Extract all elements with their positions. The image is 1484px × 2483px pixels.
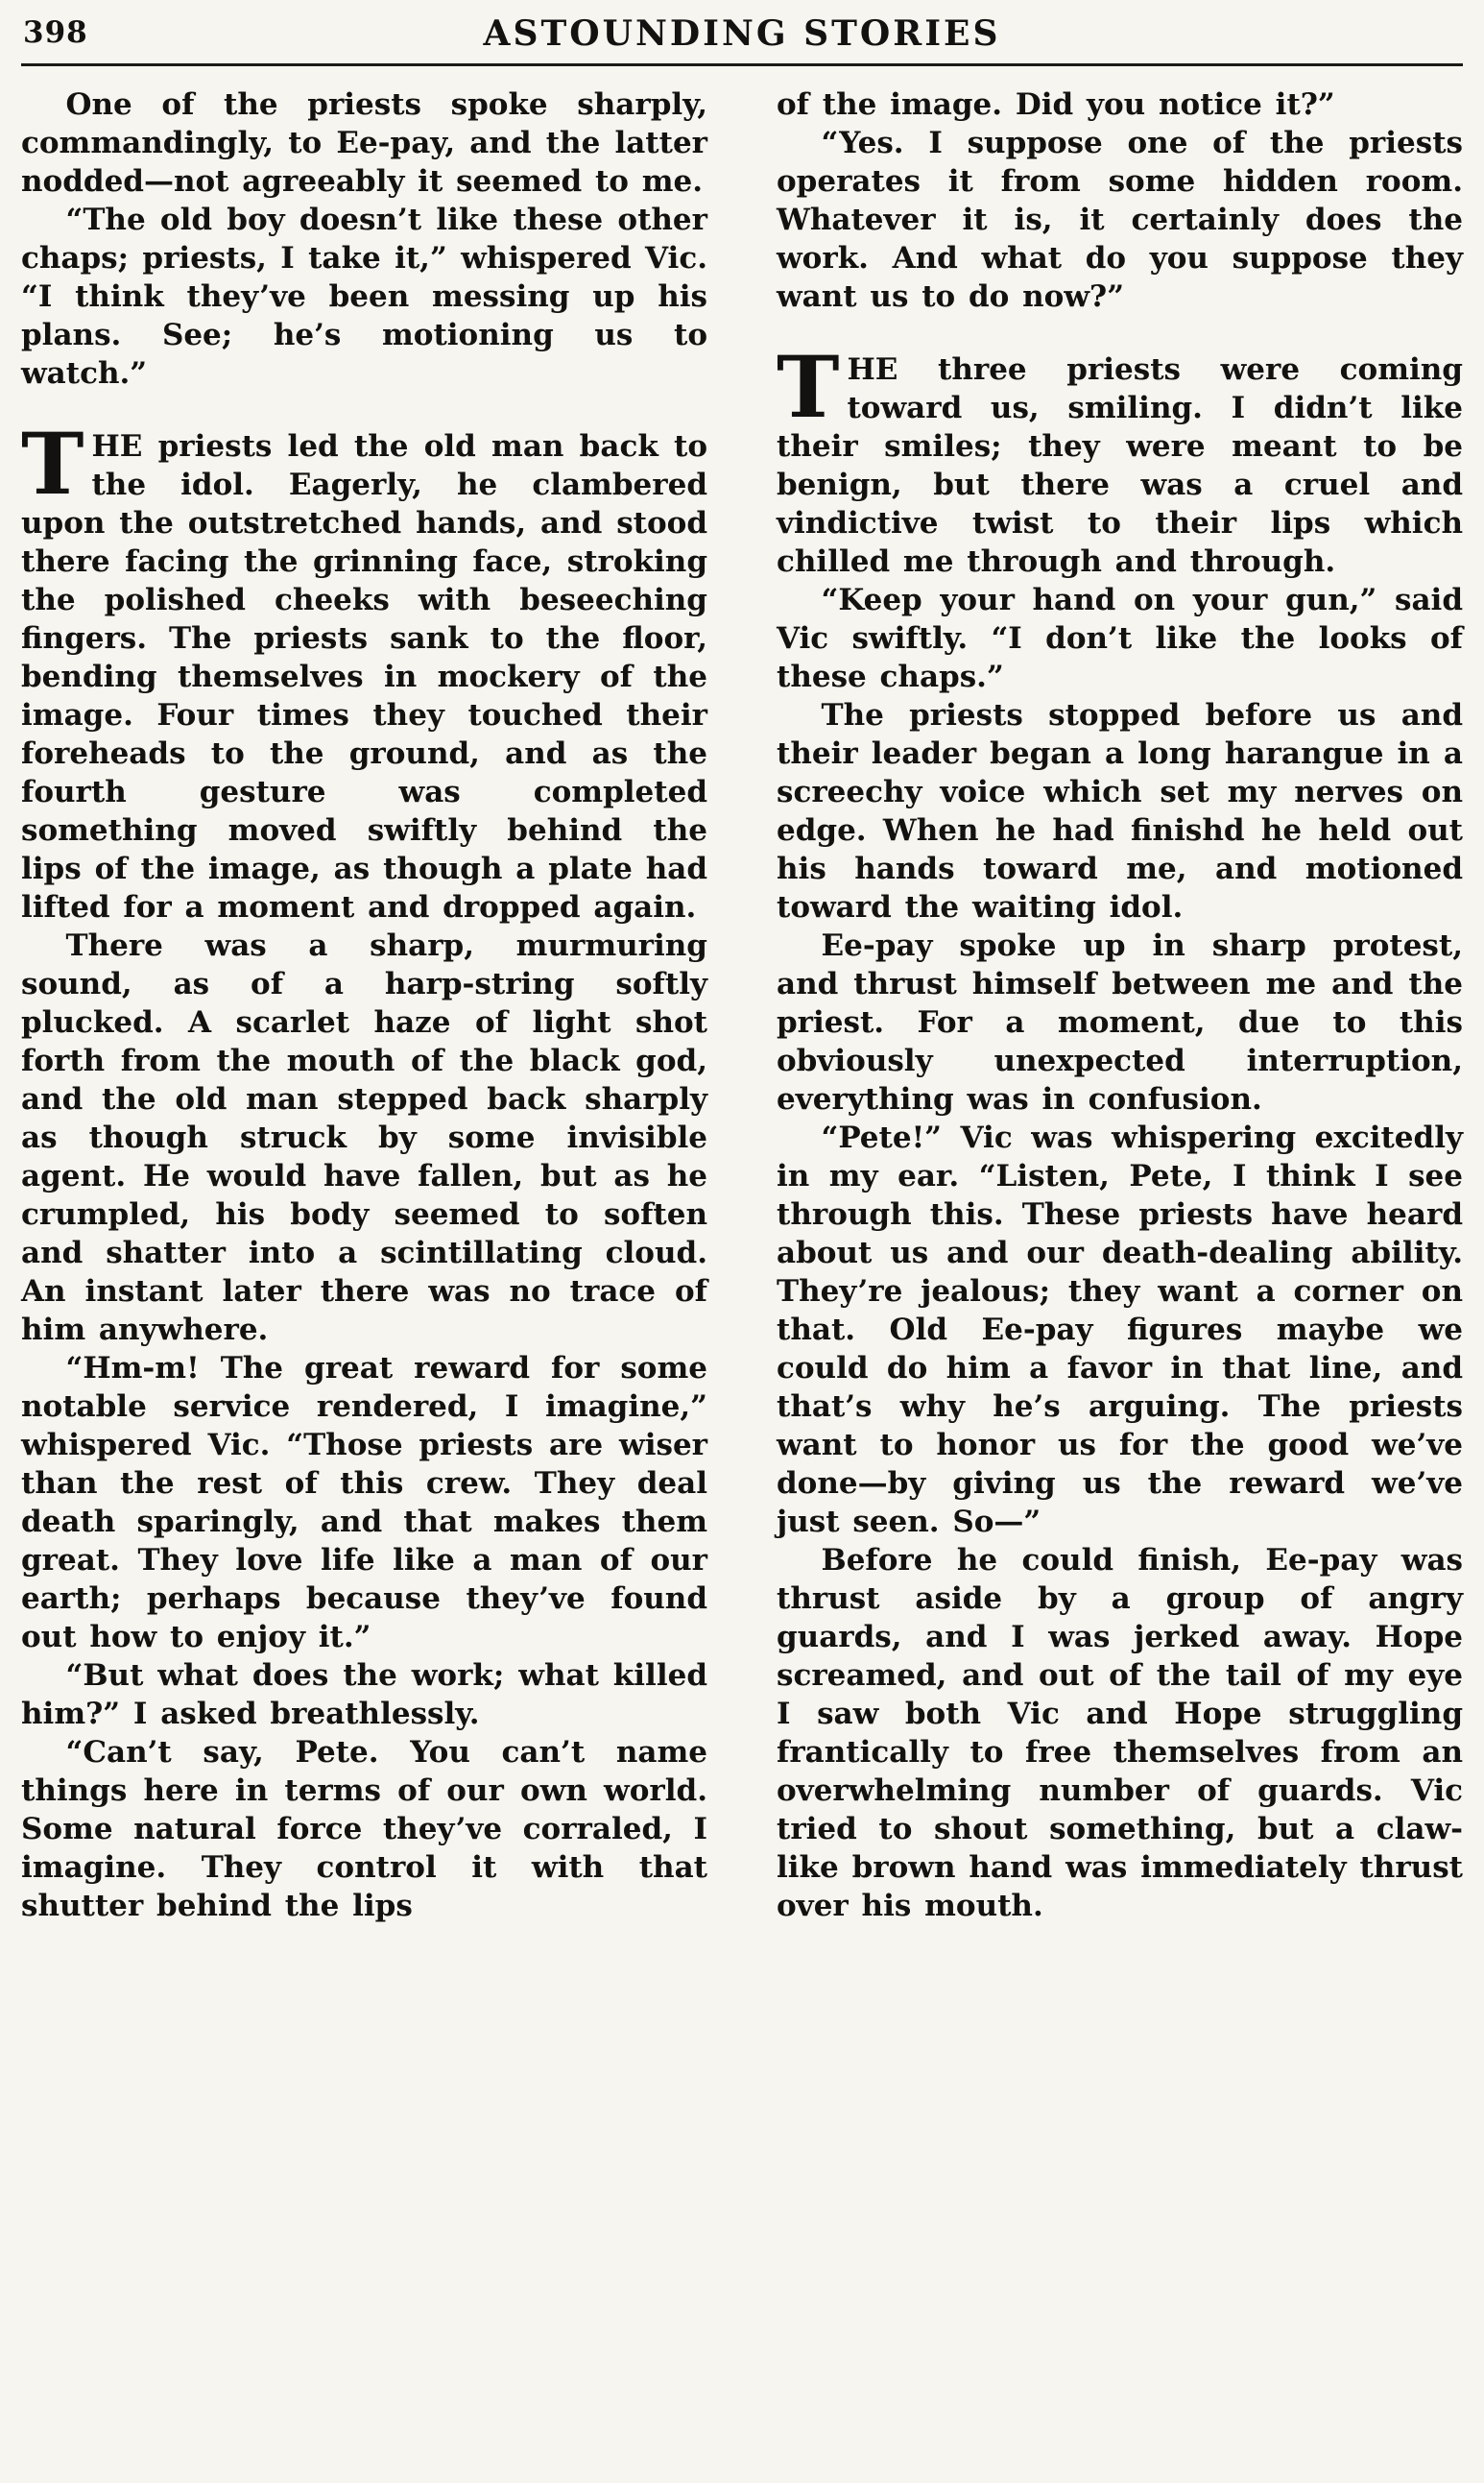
paragraph: “Can’t say, Pete. You can’t name things here in terms of our own world. Some natural force they’ve corraled, I imagine. They control it with that shutter behind the lips	[21, 1735, 707, 1923]
paragraph: Ee-pay spoke up in sharp protest, and thrust himself between me and the priest. For a moment, due to this obviously unexpected interruption, everything was in confusion.	[777, 928, 1463, 1117]
paragraph: “The old boy doesn’t like these other chaps; priests, I take it,” whispered Vic. “I think they’ve been messing up his plans. See; he’s motioning us to watch.”	[21, 203, 707, 391]
page-number: 398	[23, 15, 88, 50]
two-column-layout	[21, 85, 1463, 1925]
paragraph-text: HE priests led the old man back to the idol. Eagerly, he clambered upon the outstretched hands, and stood there facing the grinning face, stroking the polished cheeks with beseeching fingers. The priests sank to the floor, bending themselves in mockery of the image. Four times they touched their foreheads to the ground, and as the fourth gesture was completed something moved swiftly behind the lips of the image, as though a plate had lifted for a moment and dropped again.	[21, 429, 707, 925]
running-title: ASTOUNDING STORIES	[483, 13, 1001, 54]
paragraph: One of the priests spoke sharply, commandingly, to Ee-pay, and the latter nodded—not agreeably it seemed to me.	[21, 87, 707, 199]
paragraph: There was a sharp, murmuring sound, as of a harp-string softly plucked. A scarlet haze of light shot forth from the mouth of the black god, and the old man stepped back sharply as though struck by some invisible agent. He would have fallen, but as he crumpled, his body seemed to soften and shatter into a scintillating cloud. An instant later there was no trace of him anywhere.	[21, 928, 707, 1347]
paragraph-continuation: of the image. Did you notice it?”	[777, 87, 1335, 122]
right-column	[777, 85, 1463, 1925]
page-header	[21, 13, 1463, 66]
paragraph-text: HE three priests were coming toward us, smiling. I didn’t like their smiles; they were meant to be benign, but there was a cruel and vindictive twist to their lips which chilled me through and through.	[777, 352, 1463, 579]
drop-cap: T	[21, 414, 84, 514]
drop-cap: T	[777, 337, 840, 437]
paragraph: “Yes. I suppose one of the priests operates it from some hidden room. Whatever it is, it certainly does the work. And what do you suppose they want us to do now?”	[777, 126, 1463, 314]
paragraph-with-dropcap	[777, 337, 1463, 581]
paragraph: “Keep your hand on your gun,” said Vic swiftly. “I don’t like the looks of these chaps.”	[777, 583, 1463, 694]
paragraph: “But what does the work; what killed him?” I asked breathlessly.	[21, 1658, 707, 1731]
left-column	[21, 85, 707, 1925]
paragraph: “Pete!” Vic was whispering excitedly in my ear. “Listen, Pete, I think I see through this. These priests have heard about us and our death-dealing ability. They’re jealous; they want a corner on that. Old Ee-pay figures maybe we could do him a favor in that line, and that’s why he’s arguing. The priests want to honor us for the good we’ve done—by giving us the reward we’ve just seen. So—”	[777, 1121, 1463, 1539]
paragraph-with-dropcap	[21, 414, 707, 927]
paragraph: “Hm-m! The great reward for some notable service rendered, I imagine,” whispered Vic. “Those priests are wiser than the rest of this crew. They deal death sparingly, and that makes them great. They love life like a man of our earth; perhaps because they’ve found out how to enjoy it.”	[21, 1351, 707, 1654]
paragraph: Before he could finish, Ee-pay was thrust aside by a group of angry guards, and I was jerked away. Hope screamed, and out of the tail of my eye I saw both Vic and Hope struggling frantically to free themselves from an overwhelming number of guards. Vic tried to shout something, but a claw-like brown hand was immediately thrust over his mouth.	[777, 1543, 1463, 1923]
paragraph: The priests stopped before us and their leader began a long harangue in a screechy voice which set my nerves on edge. When he had finishd he held out his hands toward me, and motioned toward the waiting idol.	[777, 698, 1463, 925]
